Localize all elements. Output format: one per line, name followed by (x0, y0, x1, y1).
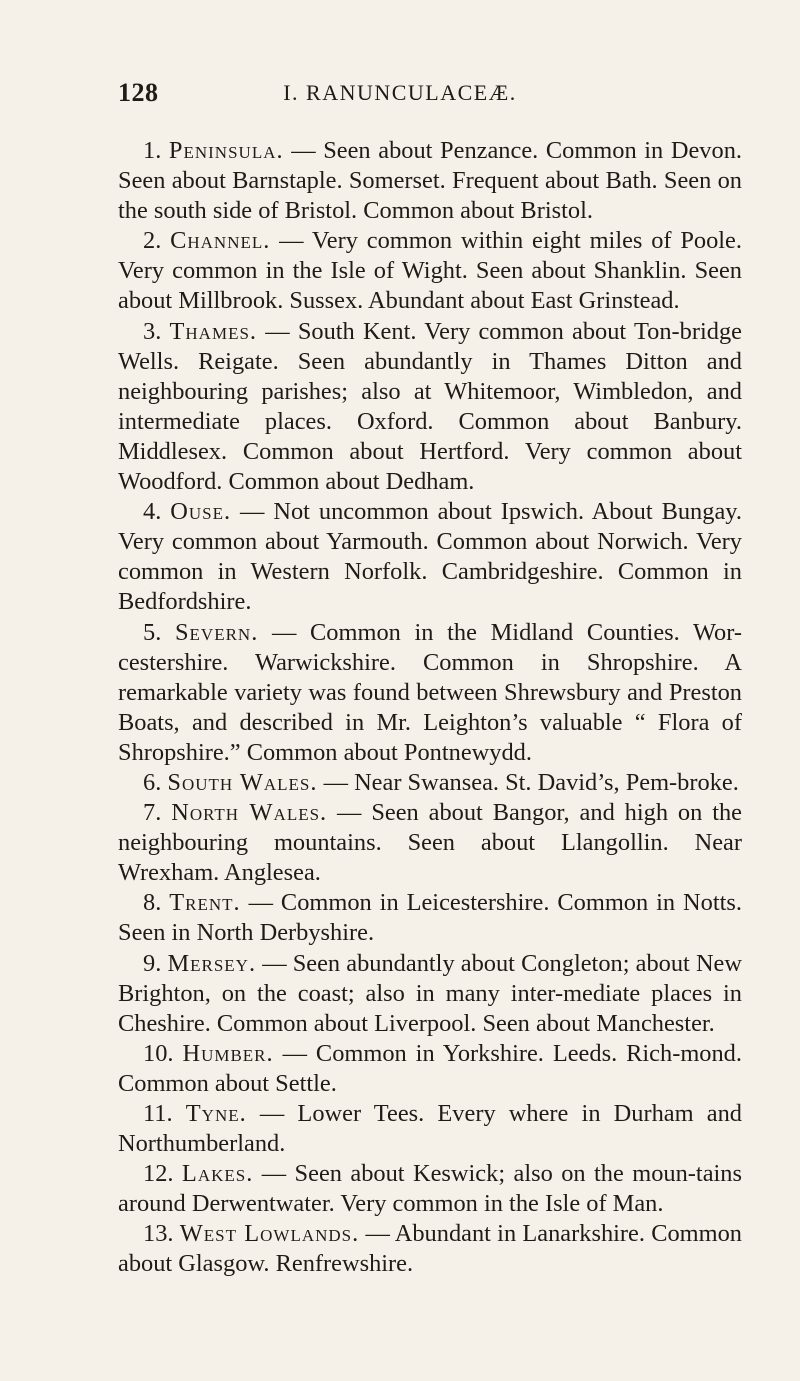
entry-number: 7. (143, 799, 162, 827)
region-name: Lakes. (181, 1160, 254, 1188)
entry-humber: 10. Humber. — Common in Yorkshire. Leeds. Rich-mond. Common about Settle. (118, 1039, 742, 1097)
entry-number: 13. (143, 1220, 174, 1248)
running-title: I. RANUNCULACEÆ. (283, 80, 517, 105)
page-header (118, 78, 682, 114)
entry-number: 1. (143, 137, 162, 164)
entry-number: 6. (143, 768, 162, 796)
entry-peninsula: 1. Peninsula. — Seen about Penzance. Common in Devon. Seen about Barnstaple. Somerset. Frequent about Bath. Seen on the south side of Bristol. Common about Bristol. (118, 137, 742, 225)
entry-number: 12. (143, 1160, 174, 1188)
region-name: Thames. (169, 317, 258, 345)
region-name: North Wales. (171, 799, 328, 827)
entry-thames: 3. Thames. — South Kent. Very common about Ton-bridge Wells. Reigate. Seen abundantly in Thames Ditton and neighbouring parishes; also at Whitemoor, Wimbledon, and intermediate places. Oxford. Common about Banbury. Middlesex. Common about Hertford. Very common about Woodford. Common about Dedham. (118, 317, 742, 496)
entry-south-wales: 6. South Wales. — Near Swansea. St. David’s, Pem-broke. (143, 768, 739, 796)
entry-text: Abundant in Lanarkshire. Common about Glasgow. Renfrewshire. (118, 1220, 742, 1278)
entry-severn: 5. Severn. — Common in the Midland Counties. Wor-cestershire. Warwickshire. Common in Shropshire. A remarkable variety was found between Shrewsbury and Preston Boats, and described in Mr. Leighton’s valuable “ Flora of Shropshire.” Common about Pontnewydd. (118, 618, 742, 766)
entry-number: 11. (143, 1100, 173, 1127)
entry-text: Seen about Penzance. Common in Devon. Seen about Barnstaple. Somerset. Frequent about Bath. Seen on the south side of Bristol. Common about Bristol. (118, 137, 742, 225)
entry-text: Lower Tees. Every where in Durham and Northumberland. (118, 1100, 742, 1158)
entry-text: Common in Yorkshire. Leeds. Rich-mond. Common about Settle. (118, 1039, 742, 1097)
entry-trent: 8. Trent. — Common in Leicestershire. Common in Notts. Seen in North Derbyshire. (118, 889, 742, 947)
body-text (118, 136, 742, 1280)
region-name: Channel. (170, 227, 271, 255)
region-name: Humber. (182, 1039, 274, 1067)
entry-west-lowlands: 13. West Lowlands. — Abundant in Lanarkshire. Common about Glasgow. Renfrewshire. (118, 1220, 742, 1278)
region-name: Tyne. (185, 1100, 247, 1127)
region-name: Mersey. (167, 949, 257, 977)
entry-text: Common in Leicestershire. Common in Notts. Seen in North Derbyshire. (118, 889, 742, 947)
entry-number: 5. (143, 618, 162, 646)
entry-text: Very common within eight miles of Poole. Very common in the Isle of Wight. Seen about Shanklin. Seen about Millbrook. Sussex. Abundant about East Grinstead. (118, 227, 742, 315)
entry-number: 8. (143, 889, 162, 917)
entry-text: Seen about Bangor, and high on the neighbouring mountains. Seen about Llangollin. Near Wrexham. Anglesea. (118, 799, 742, 887)
entry-text: Seen abundantly about Congleton; about New Brighton, on the coast; also in many inter-mediate places in Cheshire. Common about Liverpool. Seen about Manchester. (118, 949, 742, 1037)
region-name: Severn. (174, 618, 259, 646)
region-name: South Wales. (167, 768, 318, 796)
entry-text: Near Swansea. St. David’s, Pem-broke. (354, 768, 739, 796)
entry-north-wales: 7. North Wales. — Seen about Bangor, and high on the neighbouring mountains. Seen about Llangollin. Near Wrexham. Anglesea. (118, 799, 742, 887)
page-number: 128 (118, 78, 159, 107)
entry-ouse: 4. Ouse. — Not uncommon about Ipswich. About Bungay. Very common about Yarmouth. Common about Norwich. Very common in Western Norfolk. Cambridgeshire. Common in Bedfordshire. (118, 498, 742, 616)
entry-text: Common in the Midland Counties. Wor-cestershire. Warwickshire. Common in Shropshire. A remarkable variety was found between Shrewsbury and Preston Boats, and described in Mr. Leighton’s valuable “ Flora of Shropshire.” Common about Pontnewydd. (118, 618, 742, 766)
entry-number: 3. (143, 317, 162, 345)
entry-number: 9. (143, 949, 162, 977)
entry-mersey: 9. Mersey. — Seen abundantly about Congleton; about New Brighton, on the coast; also in many inter-mediate places in Cheshire. Common about Liverpool. Seen about Manchester. (118, 949, 742, 1037)
entry-lakes: 12. Lakes. — Seen about Keswick; also on the moun-tains around Derwentwater. Very common in the Isle of Man. (118, 1160, 742, 1218)
entry-tyne: 11. Tyne. — Lower Tees. Every where in Durham and Northumberland. (118, 1100, 742, 1158)
region-name: Trent. (169, 889, 241, 917)
region-name: West Lowlands. (179, 1220, 360, 1248)
entry-text: Seen about Keswick; also on the moun-tains around Derwentwater. Very common in the Isle of Man. (118, 1160, 742, 1218)
region-name: Ouse. (170, 498, 232, 526)
entry-number: 4. (143, 498, 162, 526)
entry-number: 2. (143, 227, 162, 255)
entry-text: Not uncommon about Ipswich. About Bungay. Very common about Yarmouth. Common about Norwich. Very common in Western Norfolk. Cambridgeshire. Common in Bedfordshire. (118, 498, 742, 616)
entry-number: 10. (143, 1039, 174, 1067)
entry-text: South Kent. Very common about Ton-bridge Wells. Reigate. Seen abundantly in Thames Ditton and neighbouring parishes; also at Whitemoor, Wimbledon, and intermediate places. Oxford. Common about Banbury. Middlesex. Common about Hertford. Very common about Woodford. Common about Dedham. (118, 317, 742, 496)
region-name: Peninsula. (168, 137, 284, 164)
entry-channel: 2. Channel. — Very common within eight miles of Poole. Very common in the Isle of Wight. Seen about Shanklin. Seen about Millbrook. Sussex. Abundant about East Grinstead. (118, 227, 742, 315)
